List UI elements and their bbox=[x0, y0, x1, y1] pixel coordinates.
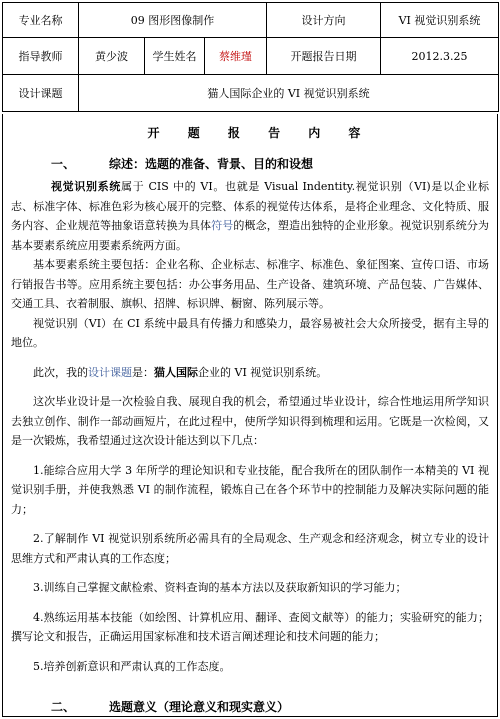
direction-label: 设计方向 bbox=[267, 3, 381, 38]
design-topic-link[interactable]: 设计课题 bbox=[88, 365, 132, 379]
section-2-heading bbox=[11, 698, 489, 715]
paragraph-purpose: 这次毕业设计是一次检验自我、展现自我的机会，希望通过毕业设计，综合性地运用所学知识去独立创作、制作一部动画短片，在此过程中，使所学知识得到梳理和运用。它既是一次检阅，又是一次锻炼，我希望通过这次设计能达到以下几点： bbox=[11, 395, 489, 447]
student-label: 学生姓名 bbox=[145, 38, 205, 75]
major-value: 09 图形图像制作 bbox=[79, 3, 267, 38]
student-value: 蔡维瑾 bbox=[205, 38, 267, 75]
goal-item-3: 3.训练自己掌握文献检索、资料查询的基本方法以及获取新知识的学习能力； bbox=[33, 581, 407, 594]
vi-definition-tail: 的概念，塑造出独特的企业形象。视觉识别系统分为基本要素系统应用要素系统两方面。 bbox=[11, 219, 490, 252]
report-title: 开 题 报 告 内 容 bbox=[147, 126, 373, 140]
header-table bbox=[2, 2, 499, 112]
topic-prefix: 此次，我的 bbox=[33, 365, 88, 379]
topic-rest: 企业的 VI 视觉识别系统。 bbox=[198, 365, 328, 379]
vi-term: 视觉识别系统 bbox=[51, 180, 121, 193]
section-1-heading bbox=[11, 155, 489, 172]
report-date-label: 开题报告日期 bbox=[267, 38, 381, 75]
advisor-label: 指导教师 bbox=[3, 38, 79, 75]
vi-definition-text: 属于 CIS 中的 VI。也就是 Visual Indentity.视觉识别（VI)是以企业标志、标准字体、标准色彩为核心展开的完整、体系的视觉传达体系，是将企业理念、文化特质、服务内容、企业规范等抽象语意转换为具体 bbox=[11, 180, 490, 232]
paragraph-vi-definition bbox=[11, 177, 489, 255]
goal-item-2: 2.了解制作 VI 视觉识别系统所必需具有的全局观念、生产观念和经济观念，树立专业的设计思维方式和严肃认真的工作态度； bbox=[11, 532, 489, 565]
report-content-box bbox=[2, 114, 498, 717]
section-2-number: 二、 bbox=[51, 700, 76, 714]
section-1-title: 综述：选题的准备、背景、目的和设想 bbox=[109, 157, 314, 171]
goal-item-5: 5.培养创新意识和严肃认真的工作态度。 bbox=[33, 659, 231, 673]
direction-value: VI 视觉识别系统 bbox=[381, 3, 499, 38]
report-date-value: 2012.3.25 bbox=[381, 38, 499, 75]
paragraph-elements: 基本要素系统主要包括：企业名称、企业标志、标准字、标准色、象征图案、宣传口语、市场行销报告书等。应用系统主要包括：办公事务用品、生产设备、建筑环境、产品包装、广告媒体、交通工具、衣着制服、旗帜、招牌、标识牌、橱窗、陈列展示等。 bbox=[11, 258, 489, 310]
paragraph-vi-role: 视觉识别（VI）在 CI 系统中最具有传播力和感染力，最容易被社会大众所接受，据有主导的地位。 bbox=[11, 316, 489, 349]
topic-colon: 是： bbox=[132, 365, 154, 379]
advisor-value: 黄少波 bbox=[79, 38, 145, 75]
topic-value: 猫人国际企业的 VI 视觉识别系统 bbox=[79, 75, 499, 112]
topic-label: 设计课题 bbox=[3, 75, 79, 112]
section-1-number: 一、 bbox=[51, 157, 76, 171]
goal-item-4: 4.熟练运用基本技能（如绘图、计算机应用、翻译、查阅文献等）的能力；实验研究的能力；撰写论文和报告，正确运用国家标准和技术语言阐述理论和技术问题的能力； bbox=[11, 610, 489, 643]
section-2-title: 选题意义（理论意义和现实意义） bbox=[109, 700, 290, 714]
symbol-link[interactable]: 符号 bbox=[211, 219, 234, 232]
company-name: 猫人国际 bbox=[154, 365, 198, 379]
goal-item-1: 1.能综合应用大学 3 年所学的理论知识和专业技能，配合我所在的团队制作一本精美的 VI 视觉识别手册，并使我熟悉 VI 的制作流程，锻炼自己在各个环节中的控制能力及解决实际问题的能力； bbox=[11, 463, 489, 516]
major-label: 专业名称 bbox=[3, 3, 79, 38]
paragraph-topic bbox=[11, 363, 489, 383]
